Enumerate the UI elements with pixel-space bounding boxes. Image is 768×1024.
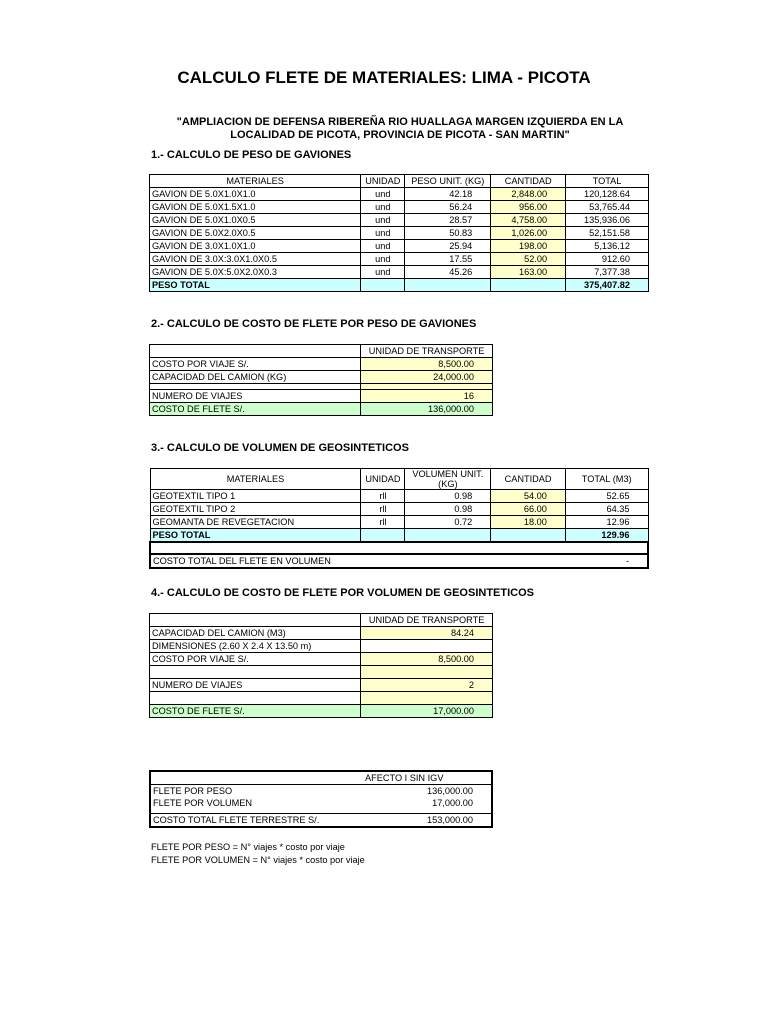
row-label (150, 692, 361, 705)
cell-unidad: und (361, 201, 405, 214)
cell-material: GAVION DE 5.0X:5.0X2.0X0.3 (150, 266, 361, 279)
table-row (150, 503, 648, 516)
cell-cantidad: 956.00 (491, 201, 566, 214)
page-title: CALCULO FLETE DE MATERIALES: LIMA - PICOTA (177, 68, 591, 87)
row-label: FLETE POR PESO (150, 785, 361, 798)
row-label: CAPACIDAD DEL CAMION (KG) (150, 371, 361, 384)
cell-peso-unit: 25.94 (405, 240, 491, 253)
table-row (150, 240, 649, 253)
flete-volume-label: COSTO TOTAL DEL FLETE EN VOLUMEN (150, 554, 565, 568)
summary-table (149, 770, 493, 828)
cell-peso-unit: 56.24 (405, 201, 491, 214)
geosinteticos-volume-table (149, 468, 649, 569)
empty-cell (491, 529, 566, 543)
row-value: 136,000.00 (361, 785, 492, 798)
cell-material: GAVION DE 5.0X1.0X0.5 (150, 214, 361, 227)
table-row (150, 227, 649, 240)
cell-total: 912.60 (566, 253, 649, 266)
col-header-cantidad: CANTIDAD (491, 469, 566, 490)
table-row (150, 705, 493, 718)
row-label (150, 666, 361, 679)
cell-cantidad: 18.00 (491, 516, 566, 529)
cell-cantidad: 1,026.00 (491, 227, 566, 240)
table-header-row (150, 614, 493, 627)
col-header-volumen-unit (405, 469, 491, 490)
cell-cantidad: 52.00 (491, 253, 566, 266)
table-row (150, 371, 493, 384)
total-label: PESO TOTAL (150, 279, 361, 292)
gaviones-weight-table (149, 174, 649, 292)
cell-unidad: und (361, 266, 405, 279)
row-label: CAPACIDAD DEL CAMION (M3) (150, 627, 361, 640)
table-row (150, 390, 493, 403)
cell-material: GAVION DE 3.0X:3.0X1.0X0.5 (150, 253, 361, 266)
empty-cell (405, 279, 491, 292)
col-header-unidad-transporte: UNIDAD DE TRANSPORTE (361, 614, 493, 627)
row-value: 8,500.00 (361, 358, 493, 371)
total-label: COSTO TOTAL FLETE TERRESTRE S/. (150, 814, 361, 828)
table-row (150, 403, 493, 416)
total-value: 153,000.00 (361, 814, 492, 828)
cell-total: 135,936.06 (566, 214, 649, 227)
empty-cell (361, 279, 405, 292)
section-1-heading: 1.- CALCULO DE PESO DE GAVIONES (151, 149, 352, 161)
cell-total: 64.35 (565, 503, 648, 516)
flete-volume-row (150, 554, 648, 568)
row-value: 2 (361, 679, 493, 692)
cell-total: 52,151.58 (566, 227, 649, 240)
empty-cell (361, 529, 405, 543)
total-label: PESO TOTAL (150, 529, 361, 543)
total-value: 129.96 (565, 529, 648, 543)
cell-peso-unit: 45.26 (405, 266, 491, 279)
cell-unidad: rll (361, 516, 405, 529)
cell-unidad: rll (361, 503, 405, 516)
subtitle-line-2: LOCALIDAD DE PICOTA, PROVINCIA DE PICOTA - SAN MARTIN" (230, 129, 570, 141)
empty-cell (150, 614, 361, 627)
table-header-row (150, 175, 649, 188)
cell-peso-unit: 28.57 (405, 214, 491, 227)
row-label: FLETE POR VOLUMEN (153, 797, 253, 808)
cell-total: 12.96 (565, 516, 648, 529)
row-label: COSTO POR VIAJE S/. (150, 653, 361, 666)
flete-volume-value: - (565, 554, 648, 568)
project-subtitle (150, 116, 650, 142)
total-row (150, 814, 492, 828)
empty-cell (150, 345, 361, 358)
cell-unidad: und (361, 188, 405, 201)
cell-total: 53,765.44 (566, 201, 649, 214)
empty-cell (150, 542, 648, 554)
col-header-volumen-line1: VOLUMEN UNIT. (412, 469, 484, 479)
empty-cell (405, 529, 491, 543)
section-2-heading: 2.- CALCULO DE COSTO DE FLETE POR PESO DE GAVIONES (151, 318, 477, 330)
cell-unidad: und (361, 214, 405, 227)
cell-peso-unit: 17.55 (405, 253, 491, 266)
table-row (150, 692, 493, 705)
col-header-materiales: MATERIALES (150, 469, 361, 490)
cell-total: 7,377.38 (566, 266, 649, 279)
table-row (150, 785, 492, 798)
table-row (150, 679, 493, 692)
col-header-total: TOTAL (566, 175, 649, 188)
row-label: NUMERO DE VIAJES (150, 679, 361, 692)
cell-material: GAVION DE 3.0X1.0X1.0 (150, 240, 361, 253)
row-value: 17,000.00 (361, 705, 493, 718)
row-label: COSTO DE FLETE S/. (150, 705, 361, 718)
table-row (150, 490, 648, 503)
note-flete-peso: FLETE POR PESO = N° viajes * costo por viaje (151, 842, 345, 852)
subtitle-line-1: "AMPLIACION DE DEFENSA RIBEREÑA RIO HUALLAGA MARGEN IZQUIERDA EN LA (176, 116, 624, 128)
col-header-unidad-transporte: UNIDAD DE TRANSPORTE (361, 345, 493, 358)
row-value: 84.24 (361, 627, 493, 640)
cell-cantidad: 2,848.00 (491, 188, 566, 201)
cell-peso-unit: 50.83 (405, 227, 491, 240)
table-row (150, 188, 649, 201)
table-row (150, 516, 648, 529)
table-header-row (150, 771, 492, 785)
col-header-unidad: UNIDAD (361, 175, 405, 188)
empty-cell (491, 279, 566, 292)
cell-cantidad: 198.00 (491, 240, 566, 253)
row-value (361, 640, 493, 653)
col-header-cantidad: CANTIDAD (491, 175, 566, 188)
cell-cantidad: 4,758.00 (491, 214, 566, 227)
flete-volumen-table (149, 613, 493, 718)
table-row (150, 253, 649, 266)
cell-material: GEOTEXTIL TIPO 1 (150, 490, 361, 503)
col-header-peso-unit: PESO UNIT. (KG) (405, 175, 491, 188)
cell-material: GEOMANTA DE REVEGETACION (150, 516, 361, 529)
table-row (150, 627, 493, 640)
row-label: COSTO POR VIAJE S/. (150, 358, 361, 371)
col-header-total: TOTAL (M3) (565, 469, 648, 490)
cell-cantidad: 54.00 (491, 490, 566, 503)
cell-material: GAVION DE 5.0X1.0X1.0 (150, 188, 361, 201)
cell-unidad: und (361, 227, 405, 240)
cell-total: 5,136.12 (566, 240, 649, 253)
table-row (150, 640, 493, 653)
spacer-row (150, 542, 648, 554)
row-value (361, 692, 493, 705)
section-4-heading: 4.- CALCULO DE COSTO DE FLETE POR VOLUMEN DE GEOSINTETICOS (151, 587, 534, 599)
summary-header: AFECTO I SIN IGV (365, 772, 444, 783)
cell-total: 120,128.64 (566, 188, 649, 201)
row-value: 8,500.00 (361, 653, 493, 666)
total-row (150, 279, 649, 292)
col-header-materiales: MATERIALES (150, 175, 361, 188)
row-value (361, 666, 493, 679)
cell-total: 52.65 (565, 490, 648, 503)
cell-cantidad: 66.00 (491, 503, 566, 516)
table-row (150, 653, 493, 666)
col-header-unidad: UNIDAD (361, 469, 405, 490)
row-value: 136,000.00 (361, 403, 493, 416)
col-header-volumen-line2: (KG) (438, 479, 458, 489)
cell-material: GEOTEXTIL TIPO 2 (150, 503, 361, 516)
cell-unidad: und (361, 253, 405, 266)
table-row (150, 797, 492, 809)
row-label: DIMENSIONES (2.60 X 2.4 X 13.50 m) (150, 640, 361, 653)
cell-volumen-unit: 0.98 (405, 490, 491, 503)
cell-volumen-unit: 0.72 (405, 516, 491, 529)
row-value: 24,000.00 (361, 371, 493, 384)
row-label: NUMERO DE VIAJES (150, 390, 361, 403)
cell-unidad: und (361, 240, 405, 253)
row-value: 16 (361, 390, 493, 403)
cell-cantidad: 163.00 (491, 266, 566, 279)
table-row (150, 266, 649, 279)
cell-peso-unit: 42.18 (405, 188, 491, 201)
table-header-row (150, 469, 648, 490)
note-flete-volumen: FLETE POR VOLUMEN = N° viajes * costo por viaje (151, 855, 365, 865)
table-row (150, 214, 649, 227)
row-label: COSTO DE FLETE S/. (150, 403, 361, 416)
table-row (150, 358, 493, 371)
flete-peso-table (149, 344, 493, 416)
cell-volumen-unit: 0.98 (405, 503, 491, 516)
total-value: 375,407.82 (566, 279, 649, 292)
total-row (150, 529, 648, 543)
row-value: 17,000.00 (432, 797, 473, 808)
table-row (150, 201, 649, 214)
cell-material: GAVION DE 5.0X2.0X0.5 (150, 227, 361, 240)
section-3-heading: 3.- CALCULO DE VOLUMEN DE GEOSINTETICOS (151, 442, 409, 454)
cell-material: GAVION DE 5.0X1.5X1.0 (150, 201, 361, 214)
table-row (150, 666, 493, 679)
table-header-row (150, 345, 493, 358)
cell-unidad: rll (361, 490, 405, 503)
